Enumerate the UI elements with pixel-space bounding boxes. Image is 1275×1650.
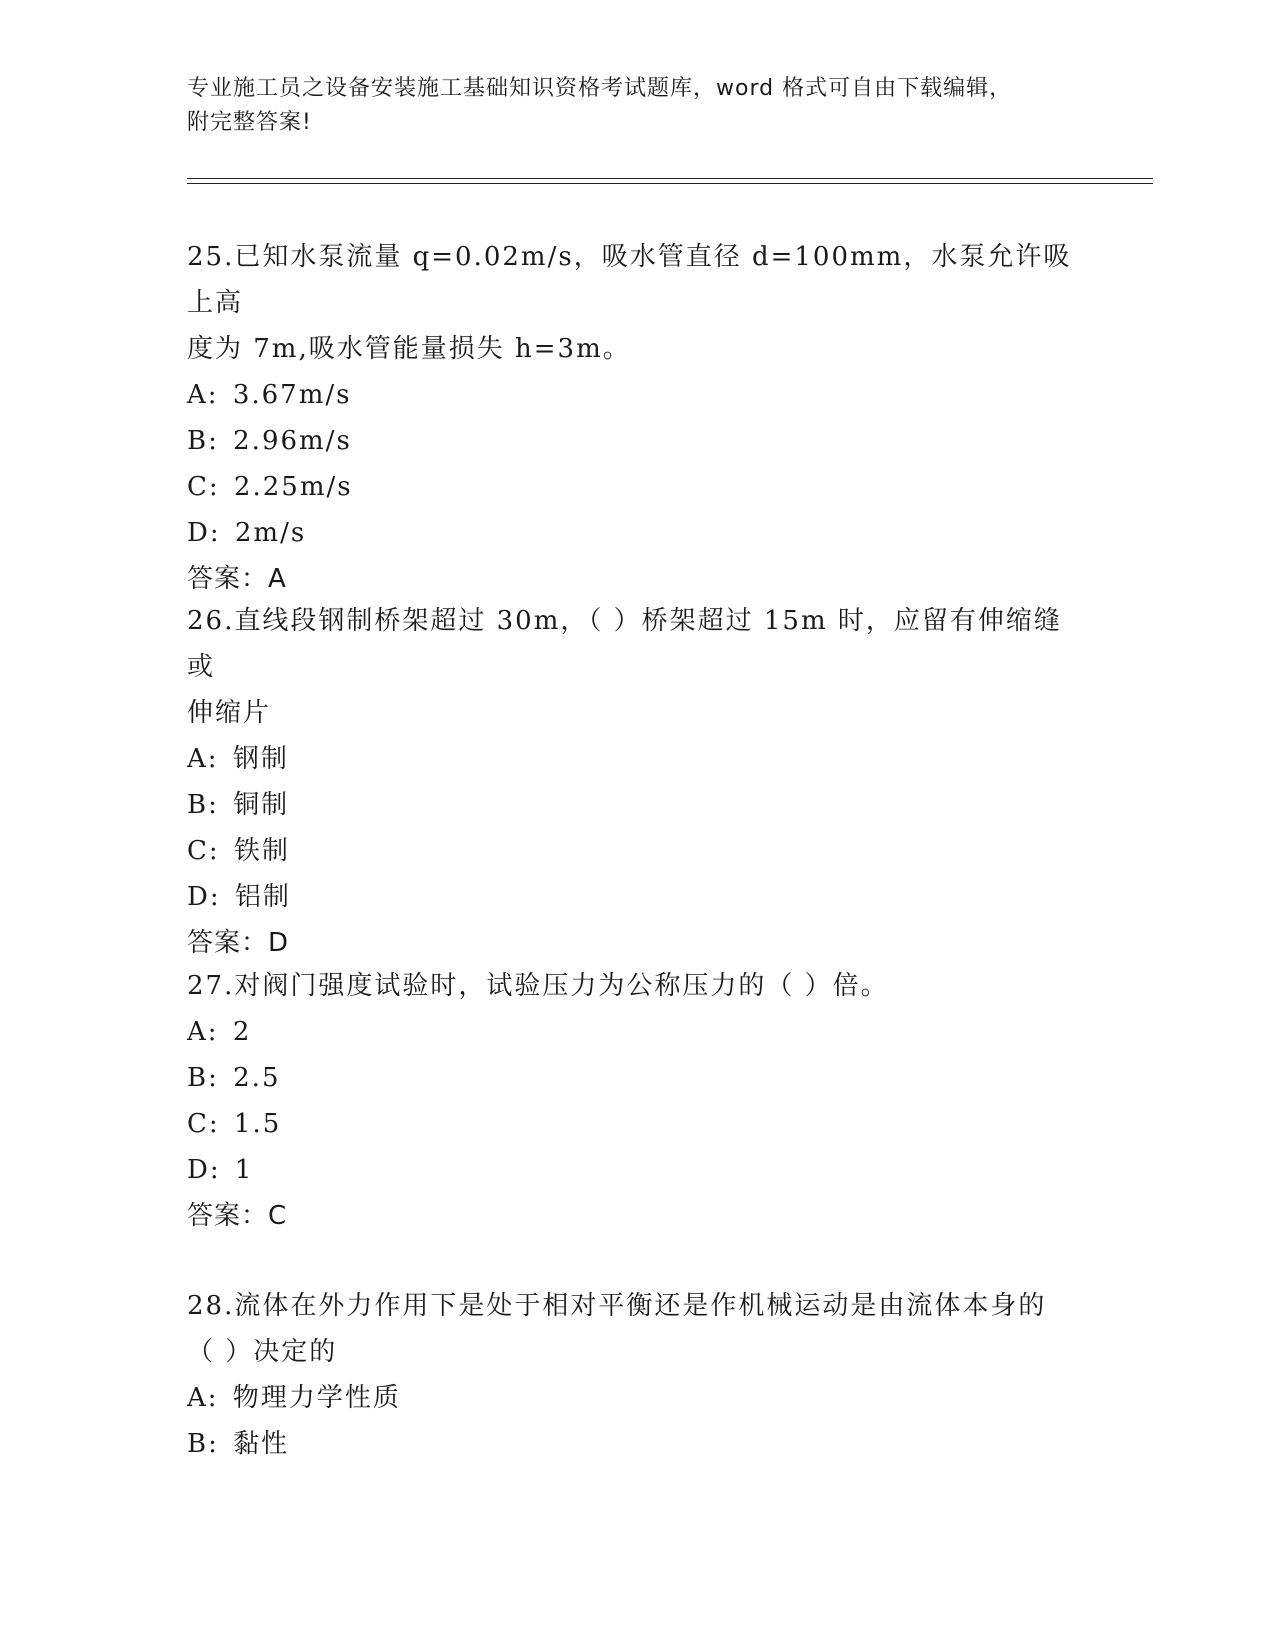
option-text: 2.25m/s: [233, 472, 353, 502]
option-a: [187, 736, 1087, 782]
header-line-1: 专业施工员之设备安装施工基础知识资格考试题库，word 格式可自由下载编辑，: [187, 76, 1013, 101]
option-b: [187, 782, 1087, 828]
option-text: 2: [232, 1017, 252, 1047]
option-label: A:: [187, 1017, 219, 1047]
question-text-line-1: 26.直线段钢制桥架超过 30m，（ ）桥架超过 15m 时，应留有伸缩缝或: [187, 606, 1062, 682]
question-text-line-2: （ ）决定的: [187, 1337, 338, 1367]
option-text: 钢制: [232, 744, 289, 774]
option-text: 2.96m/s: [233, 426, 352, 456]
question-text-line-1: 25.已知水泵流量 q=0.02m/s，吸水管直径 d=100mm，水泵允许吸上高: [187, 242, 1072, 318]
option-c: [187, 1101, 1087, 1147]
option-label: D:: [187, 1155, 221, 1185]
option-text: 3.67m/s: [232, 380, 352, 410]
option-text: 物理力学性质: [232, 1383, 401, 1413]
option-b: [187, 1055, 1087, 1101]
option-label: A:: [187, 380, 219, 410]
option-label: C:: [187, 472, 220, 502]
option-label: C:: [187, 1109, 220, 1139]
option-a: [187, 372, 1087, 418]
question-25: [187, 234, 1087, 602]
option-label: D:: [187, 882, 221, 912]
question-28: [187, 1283, 1087, 1467]
option-text: 1: [234, 1155, 254, 1185]
option-text: 2m/s: [234, 518, 307, 548]
option-text: 铁制: [233, 836, 290, 866]
option-label: D:: [187, 518, 221, 548]
answer-line: 答案：D: [187, 928, 290, 958]
option-label: B:: [187, 426, 219, 456]
question-text-line-1: 28.流体在外力作用下是处于相对平衡还是作机械运动是由流体本身的: [187, 1291, 1047, 1321]
option-d: [187, 874, 1087, 920]
option-c: [187, 828, 1087, 874]
document-header: [187, 72, 1087, 140]
question-26: [187, 598, 1087, 966]
option-b: [187, 418, 1087, 464]
option-label: C:: [187, 836, 220, 866]
option-label: B:: [187, 1429, 219, 1459]
option-text: 2.5: [233, 1063, 281, 1093]
option-label: B:: [187, 1063, 219, 1093]
option-d: [187, 1147, 1087, 1193]
option-text: 黏性: [233, 1429, 290, 1459]
question-27: [187, 963, 1087, 1239]
option-a: [187, 1375, 1087, 1421]
option-c: [187, 464, 1087, 510]
option-label: A:: [187, 744, 219, 774]
header-line-2: 附完整答案!: [187, 110, 312, 135]
option-label: B:: [187, 790, 219, 820]
option-b: [187, 1421, 1087, 1467]
option-text: 1.5: [233, 1109, 282, 1139]
answer-line: 答案：C: [187, 1201, 288, 1231]
answer-line: 答案：A: [187, 564, 287, 594]
question-text-line-2: 度为 7m,吸水管能量损失 h=3m。: [187, 334, 631, 364]
option-d: [187, 510, 1087, 556]
option-text: 铜制: [233, 790, 290, 820]
option-a: [187, 1009, 1087, 1055]
question-text-line-2: 伸缩片: [187, 698, 272, 728]
question-text-line-1: 27.对阀门强度试验时，试验压力为公称压力的（ ）倍。: [187, 971, 889, 1001]
option-text: 铝制: [234, 882, 291, 912]
option-label: A:: [187, 1383, 219, 1413]
header-divider-bottom: [187, 183, 1153, 184]
header-divider-top: [187, 178, 1153, 179]
